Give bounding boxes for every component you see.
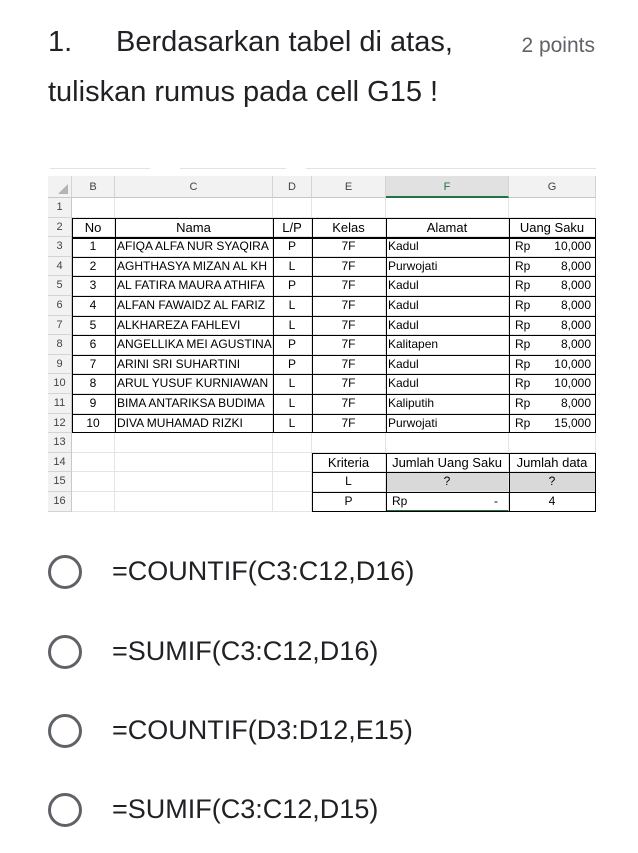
cell-uang-saku: [509, 316, 596, 336]
question-title-line1: Berdasarkan tabel di atas,: [116, 26, 453, 58]
cell-uang-saku: [509, 237, 596, 257]
cell-nama: AGHTHASYA MIZAN AL KH: [115, 257, 273, 277]
cell-kelas: 7F: [312, 276, 386, 296]
cell-kelas: 7F: [312, 296, 386, 316]
amount-value: 10,000: [554, 239, 591, 254]
cell-jumlah-uang: [386, 492, 509, 512]
cell-no: 8: [72, 374, 115, 394]
cell-kelas: 7F: [312, 355, 386, 375]
empty-cell: [115, 492, 273, 512]
empty-cell: [273, 492, 312, 512]
column-header: G: [509, 176, 596, 198]
select-all-triangle-icon: [58, 184, 68, 194]
row-number: 11: [48, 394, 72, 414]
column-header: F: [386, 176, 509, 198]
radio-button[interactable]: [48, 555, 82, 589]
column-header: E: [312, 176, 386, 198]
radio-button[interactable]: [48, 793, 82, 827]
cell-uang-saku: [509, 296, 596, 316]
cell-uang-saku: [509, 414, 596, 434]
currency-label: Rp: [515, 415, 531, 430]
cell-uang-saku: [509, 257, 596, 277]
row-number: 8: [48, 335, 72, 355]
cell-alamat: Purwojati: [386, 414, 509, 434]
amount-value: 8,000: [560, 278, 591, 293]
summary-header-cell: Kriteria: [312, 453, 386, 473]
empty-cell: [115, 453, 273, 473]
amount-value: 8,000: [560, 337, 591, 352]
cell-nama: BIMA ANTARIKSA BUDIMA: [115, 394, 273, 414]
radio-button[interactable]: [48, 635, 82, 669]
currency-label: Rp: [515, 298, 531, 312]
cell-alamat: Kadul: [386, 355, 509, 375]
cell-kelas: 7F: [312, 257, 386, 277]
amount-value: 8,000: [560, 258, 591, 273]
empty-cell: [509, 198, 596, 218]
currency-label: Rp: [515, 356, 531, 371]
column-header: B: [72, 176, 115, 198]
cell-no: 7: [72, 355, 115, 375]
table-header-cell: No: [72, 218, 115, 238]
amount-value: 8,000: [560, 396, 591, 410]
cell-no: 1: [72, 237, 115, 257]
column-header: D: [273, 176, 312, 198]
empty-cell: [273, 433, 312, 453]
currency-label: Rp: [515, 278, 531, 293]
row-number: 6: [48, 296, 72, 316]
cell-no: 5: [72, 316, 115, 336]
option-label: =SUMIF(C3:C12,D16): [112, 636, 379, 666]
spreadsheet-image: [48, 176, 596, 521]
cell-jumlah-data: ?: [509, 472, 596, 492]
question-title-line2: tuliskan rumus pada cell G15 !: [48, 76, 439, 108]
row-number: 1: [48, 198, 72, 218]
row-number: 4: [48, 257, 72, 277]
cell-kriteria: P: [312, 492, 386, 512]
cell-nama: DIVA MUHAMAD RIZKI: [115, 414, 273, 434]
cell-lp: L: [273, 394, 312, 414]
row-number: 13: [48, 433, 72, 453]
amount-value: 8,000: [560, 298, 591, 312]
row-number: 7: [48, 316, 72, 336]
row-number: 10: [48, 374, 72, 394]
cell-kelas: 7F: [312, 374, 386, 394]
cell-jumlah-data: 4: [509, 492, 596, 512]
cell-uang-saku: [509, 355, 596, 375]
cell-jumlah-uang: ?: [386, 472, 509, 492]
dash-value: -: [494, 494, 498, 508]
empty-cell: [115, 198, 273, 218]
row-number: 15: [48, 472, 72, 492]
cell-kriteria: L: [312, 472, 386, 492]
row-number: 9: [48, 355, 72, 375]
divider: [50, 168, 150, 169]
empty-cell: [386, 433, 509, 453]
cell-nama: ANGELLIKA MEI AGUSTINA: [115, 335, 273, 355]
empty-cell: [72, 453, 115, 473]
empty-cell: [115, 472, 273, 492]
cell-no: 9: [72, 394, 115, 414]
cell-nama: ALFAN FAWAIDZ AL FARIZ: [115, 296, 273, 316]
cell-no: 10: [72, 414, 115, 434]
summary-header-cell: Jumlah data: [509, 453, 596, 473]
cell-alamat: Kadul: [386, 374, 509, 394]
table-header-cell: L/P: [273, 218, 312, 238]
cell-lp: P: [273, 355, 312, 375]
cell-uang-saku: [509, 394, 596, 414]
cell-no: 2: [72, 257, 115, 277]
cell-lp: L: [273, 296, 312, 316]
table-header-cell: Kelas: [312, 218, 386, 238]
question-number: 1.: [48, 26, 73, 58]
divider: [180, 168, 286, 169]
empty-cell: [72, 198, 115, 218]
empty-cell: [115, 433, 273, 453]
row-number: 5: [48, 276, 72, 296]
row-number: 3: [48, 237, 72, 257]
cell-nama: AFIQA ALFA NUR SYAQIRA: [115, 237, 273, 257]
cell-kelas: 7F: [312, 394, 386, 414]
cell-no: 3: [72, 276, 115, 296]
select-all-corner: [48, 176, 72, 198]
cell-lp: P: [273, 276, 312, 296]
cell-alamat: Kaliputih: [386, 394, 509, 414]
cell-alamat: Kadul: [386, 237, 509, 257]
cell-no: 6: [72, 335, 115, 355]
cell-nama: ARINI SRI SUHARTINI: [115, 355, 273, 375]
cell-nama: AL FATIRA MAURA ATHIFA: [115, 276, 273, 296]
amount-value: 8,000: [560, 317, 591, 332]
table-header-cell: Nama: [115, 218, 273, 238]
cell-kelas: 7F: [312, 316, 386, 336]
amount-value: 10,000: [554, 376, 591, 391]
option-label: =SUMIF(C3:C12,D15): [112, 794, 379, 824]
option-label: =COUNTIF(C3:C12,D16): [112, 556, 415, 586]
cell-alamat: Kadul: [386, 276, 509, 296]
divider: [306, 168, 596, 169]
column-header: C: [115, 176, 273, 198]
cell-uang-saku: [509, 335, 596, 355]
cell-lp: L: [273, 257, 312, 277]
empty-cell: [509, 433, 596, 453]
currency-label: Rp: [515, 239, 531, 254]
empty-cell: [386, 198, 509, 218]
empty-cell: [72, 433, 115, 453]
currency-label: Rp: [392, 494, 408, 508]
amount-value: 15,000: [554, 415, 591, 430]
cell-kelas: 7F: [312, 335, 386, 355]
question-points: 2 points: [521, 34, 595, 57]
table-header-cell: Alamat: [386, 218, 509, 238]
cell-kelas: 7F: [312, 237, 386, 257]
empty-cell: [72, 472, 115, 492]
currency-label: Rp: [515, 337, 531, 352]
summary-header-cell: Jumlah Uang Saku: [386, 453, 509, 473]
cell-uang-saku: [509, 374, 596, 394]
cell-lp: L: [273, 414, 312, 434]
currency-label: Rp: [515, 396, 531, 410]
row-number: 2: [48, 218, 72, 238]
empty-cell: [273, 198, 312, 218]
cell-alamat: Kadul: [386, 296, 509, 316]
empty-cell: [72, 492, 115, 512]
cell-lp: L: [273, 374, 312, 394]
amount-value: 10,000: [554, 356, 591, 371]
table-header-cell: Uang Saku: [509, 218, 596, 238]
currency-label: Rp: [515, 317, 531, 332]
cell-lp: P: [273, 237, 312, 257]
currency-label: Rp: [515, 258, 531, 273]
cell-nama: ALKHAREZA FAHLEVI: [115, 316, 273, 336]
cell-uang-saku: [509, 276, 596, 296]
row-number: 12: [48, 414, 72, 434]
row-number: 14: [48, 453, 72, 473]
cell-lp: P: [273, 335, 312, 355]
cell-lp: L: [273, 316, 312, 336]
currency-label: Rp: [515, 376, 531, 391]
row-number: 16: [48, 492, 72, 512]
cell-alamat: Purwojati: [386, 257, 509, 277]
empty-cell: [273, 472, 312, 492]
empty-cell: [312, 198, 386, 218]
cell-no: 4: [72, 296, 115, 316]
empty-cell: [273, 453, 312, 473]
cell-nama: ARUL YUSUF KURNIAWAN: [115, 374, 273, 394]
empty-cell: [312, 433, 386, 453]
cell-alamat: Kadul: [386, 316, 509, 336]
option-label: =COUNTIF(D3:D12,E15): [112, 715, 413, 745]
radio-button[interactable]: [48, 714, 82, 748]
cell-alamat: Kalitapen: [386, 335, 509, 355]
cell-kelas: 7F: [312, 414, 386, 434]
